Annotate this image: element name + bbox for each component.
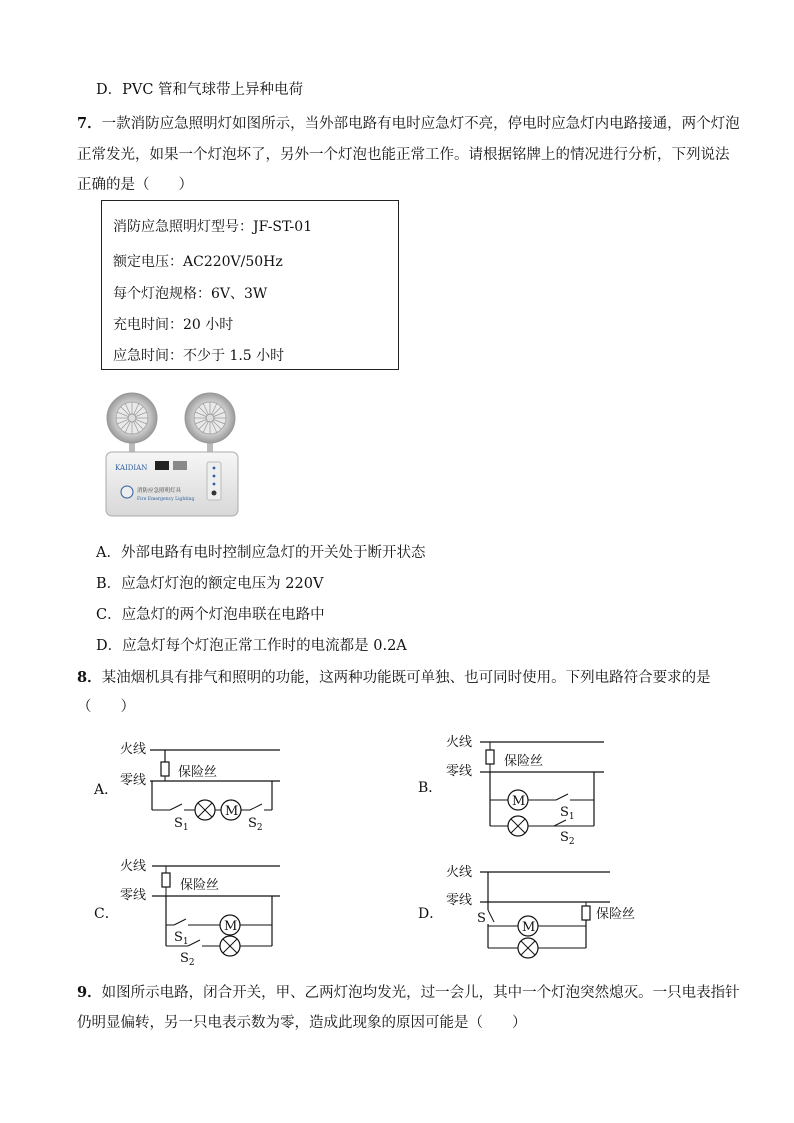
svg-text:M: M [512,794,526,809]
circuit-diagram-a [90,738,290,833]
svg-text:M: M [522,920,536,935]
svg-text:S2: $S_2$ [180,951,195,968]
svg-text:S1: $S_1$ [560,805,575,822]
nameplate-box [101,200,399,370]
neutral-wire-label: 零线 [446,764,473,779]
fuse-symbol [486,750,494,764]
nameplate-charge-time: 充电时间：20 小时 [113,317,234,333]
svg-text:S1: $S_1$ [174,816,189,833]
circuit-diagram-b [414,730,614,845]
fuse-label: 保险丝 [596,907,636,922]
q7-option-c: C．应急灯的两个灯泡串联在电路中 [96,607,325,623]
circuit-diagram-c [90,855,290,970]
nameplate-model: 消防应急照明灯型号：JF-ST-01 [113,219,313,235]
q7-stem-line-1: 7．一款消防应急照明灯如图所示，当外部电路有电时应急灯不亮，停电时应急灯内电路接通，两个灯泡 [77,115,740,132]
fuse-symbol [161,762,169,776]
svg-text:S: S [477,911,486,926]
q9-stem-line-1: 9．如图所示电路，闭合开关，甲、乙两灯泡均发光，过一会儿，其中一个灯泡突然熄灭。一只电表指针 [77,984,740,1001]
q7-option-b: B．应急灯灯泡的额定电压为 220V [96,576,324,592]
nameplate-emergency-time: 应急时间：不少于 1.5 小时 [113,348,285,364]
svg-text:S2: $S_2$ [560,830,575,845]
neutral-wire-label: 零线 [120,773,147,788]
fuse-label: 保险丝 [504,754,544,769]
q7-option-a: A．外部电路有电时控制应急灯的开关处于断开状态 [96,545,426,561]
option-b-letter: B． [418,780,443,796]
lamp-label-en: Fire Emergency Lighting [137,497,195,502]
option-c-letter: C． [94,906,119,922]
live-wire-label: 火线 [120,859,147,874]
lamp-brand: KAIDIAN [115,464,148,472]
q7-stem-line-2: 正常发光，如果一个灯泡坏了，另外一个灯泡也能正常工作。请根据铭牌上的情况进行分析，下列说法 [77,147,730,163]
nameplate-bulb-spec: 每个灯泡规格：6V、3W [113,286,268,302]
q7-stem-line-3: 正确的是（ ） [77,177,193,193]
option-a-letter: A． [94,782,119,798]
q7-option-d: D．应急灯每个灯泡正常工作时的电流都是 0.2A [96,638,407,654]
fuse-label: 保险丝 [178,765,218,780]
emergency-lamp-image [103,390,243,520]
fuse-symbol [162,873,170,887]
svg-text:M: M [225,804,239,819]
lamp-head-left [107,393,157,443]
live-wire-label: 火线 [120,742,147,757]
live-wire-label: 火线 [446,865,473,880]
q7-number: 7． [77,115,102,132]
q8-stem-line-1: 8．某油烟机具有排气和照明的功能，这两种功能既可单独、也可同时使用。下列电路符合要求的是 [77,669,711,686]
svg-text:S1: $S_1$ [174,930,189,947]
svg-text:M: M [224,919,238,934]
q8-stem-line-2: （ ） [77,699,135,715]
neutral-wire-label: 零线 [446,893,473,908]
svg-text:S2: $S_2$ [248,816,263,833]
q6-option-d: D．PVC 管和气球带上异种电荷 [96,82,304,98]
fuse-symbol [582,906,590,920]
live-wire-label: 火线 [446,735,473,750]
lamp-label: 消防应急照明灯具 [137,488,182,494]
nameplate-voltage: 额定电压：AC220V/50Hz [113,254,283,270]
neutral-wire-label: 零线 [120,888,147,903]
q9-stem-line-2: 仍明显偏转，另一只电表示数为零，造成此现象的原因可能是（ ） [77,1015,527,1031]
circuit-diagram-d [414,860,644,965]
lamp-head-right [185,393,235,443]
option-d-letter: D． [418,906,444,922]
fuse-label: 保险丝 [180,878,220,893]
q8-number: 8． [77,669,102,686]
q9-number: 9． [77,984,102,1001]
